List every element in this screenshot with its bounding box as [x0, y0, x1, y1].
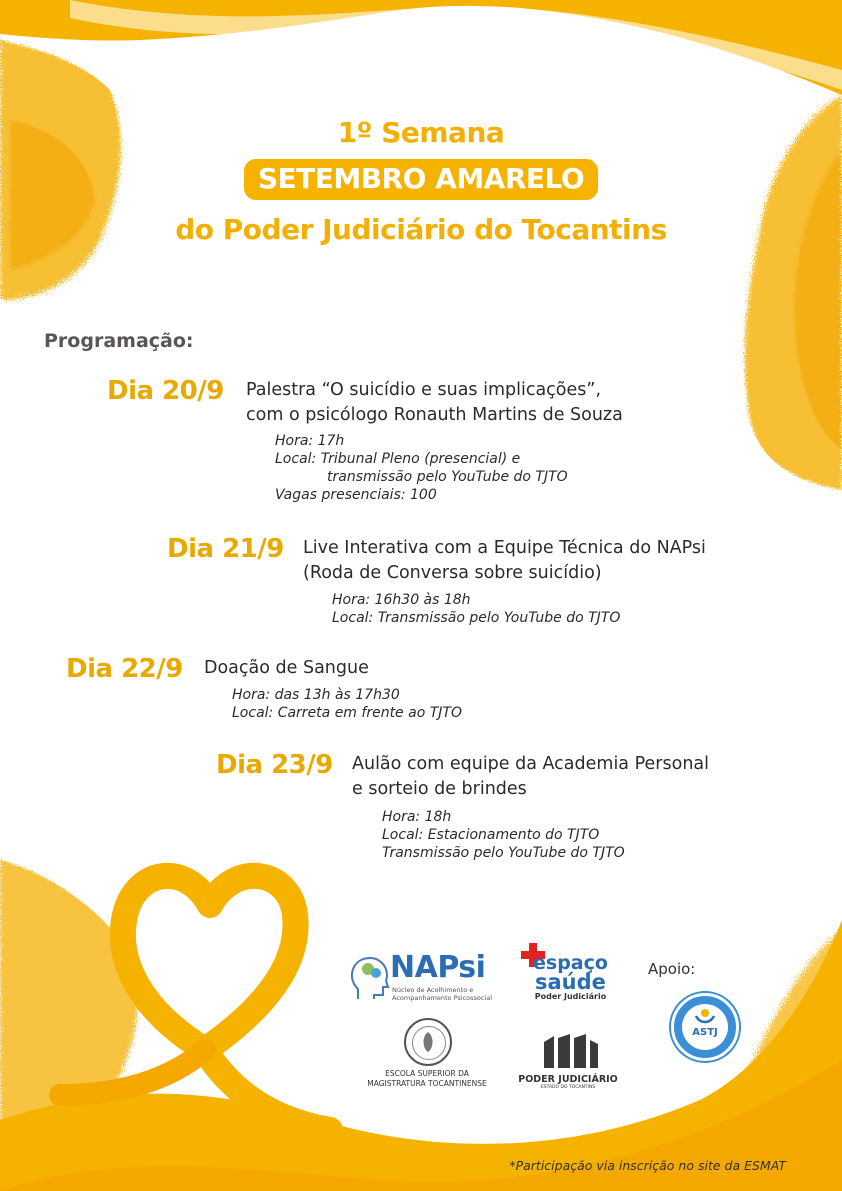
event-detail: transmissão pelo YouTube do TJTO — [327, 469, 568, 485]
event-detail: Local: Carreta em frente ao TJTO — [232, 705, 462, 721]
event-day: Dia 20/9 — [107, 376, 224, 406]
espaco-saude-logo — [533, 954, 608, 1002]
title-line-3: do Poder Judiciário do Tocantins — [175, 213, 667, 246]
title-highlight-wrap — [0, 159, 842, 200]
event-title-line: (Roda de Conversa sobre suicídio) — [303, 563, 602, 583]
event-title — [246, 378, 623, 428]
event-title-line: Palestra “O suicídio e suas implicações”, — [246, 380, 602, 400]
event-detail: Local: Estacionamento do TJTO — [382, 827, 600, 843]
courthouse-icon — [540, 1032, 600, 1070]
poder-sub: ESTADO DO TOCANTINS — [540, 1085, 596, 1090]
saude-line: saúde — [535, 970, 606, 994]
title-highlight: SETEMBRO AMARELO — [244, 159, 598, 200]
event-details — [275, 432, 568, 504]
event-detail: Transmissão pelo YouTube do TJTO — [382, 845, 625, 861]
brush-right — [745, 95, 842, 490]
poder-logo-text — [508, 1074, 628, 1091]
event-day: Dia 21/9 — [167, 534, 284, 564]
event-detail: Vagas presenciais: 100 — [275, 487, 437, 503]
esmat-line: ESCOLA SUPERIOR DA — [385, 1069, 469, 1078]
title-line-1: 1º Semana — [337, 116, 505, 149]
napsi-subtitle-line: Núcleo de Acolhimento e — [392, 986, 474, 994]
astj-logo — [671, 993, 739, 1061]
astj-figure-icon — [694, 1008, 716, 1026]
event-detail: Local: Transmissão pelo YouTube do TJTO — [332, 610, 621, 626]
napsi-logo-name: NAPsi — [390, 950, 486, 985]
event-details — [332, 591, 620, 627]
esmat-logo-text — [362, 1069, 492, 1089]
espaco-sub: Poder Judiciário — [534, 992, 607, 1001]
footer-note: *Participação via inscrição no site da ESMAT — [509, 1158, 786, 1173]
event-detail: Hora: 17h — [275, 433, 345, 449]
event-day: Dia 23/9 — [216, 750, 333, 780]
espaco-line: espaço — [533, 952, 608, 974]
napsi-head-icon — [350, 953, 390, 1001]
napsi-logo-subtitle — [392, 986, 492, 1002]
event-title — [204, 656, 369, 681]
event-detail: Hora: 18h — [382, 809, 452, 825]
poder-line: PODER JUDICIÁRIO — [518, 1074, 618, 1085]
event-title-line: Live Interativa com a Equipe Técnica do NAPsi — [303, 538, 706, 558]
esmat-line: MAGISTRATURA TOCANTINENSE — [367, 1079, 487, 1088]
event-title-line: Aulão com equipe da Academia Personal — [352, 754, 709, 774]
event-detail: Local: Tribunal Pleno (presencial) e — [275, 451, 521, 467]
event-details — [382, 808, 625, 862]
event-details — [232, 686, 462, 722]
event-title-line: com o psicólogo Ronauth Martins de Souza — [246, 405, 623, 425]
esmat-emblem-icon — [418, 1030, 438, 1054]
event-detail: Hora: 16h30 às 18h — [332, 592, 471, 608]
napsi-subtitle-line: Acompanhamento Psicossocial — [392, 994, 493, 1002]
event-title — [352, 752, 709, 802]
event-day: Dia 22/9 — [66, 654, 183, 684]
support-label: Apoio: — [648, 960, 696, 978]
esmat-seal — [404, 1018, 452, 1066]
event-title-line: e sorteio de brindes — [352, 779, 527, 799]
event-title — [303, 536, 706, 586]
event-detail: Hora: das 13h às 17h30 — [232, 687, 400, 703]
event-title-line: Doação de Sangue — [204, 658, 369, 678]
astj-text: ASTJ — [692, 1027, 718, 1038]
program-label: Programação: — [44, 330, 194, 352]
